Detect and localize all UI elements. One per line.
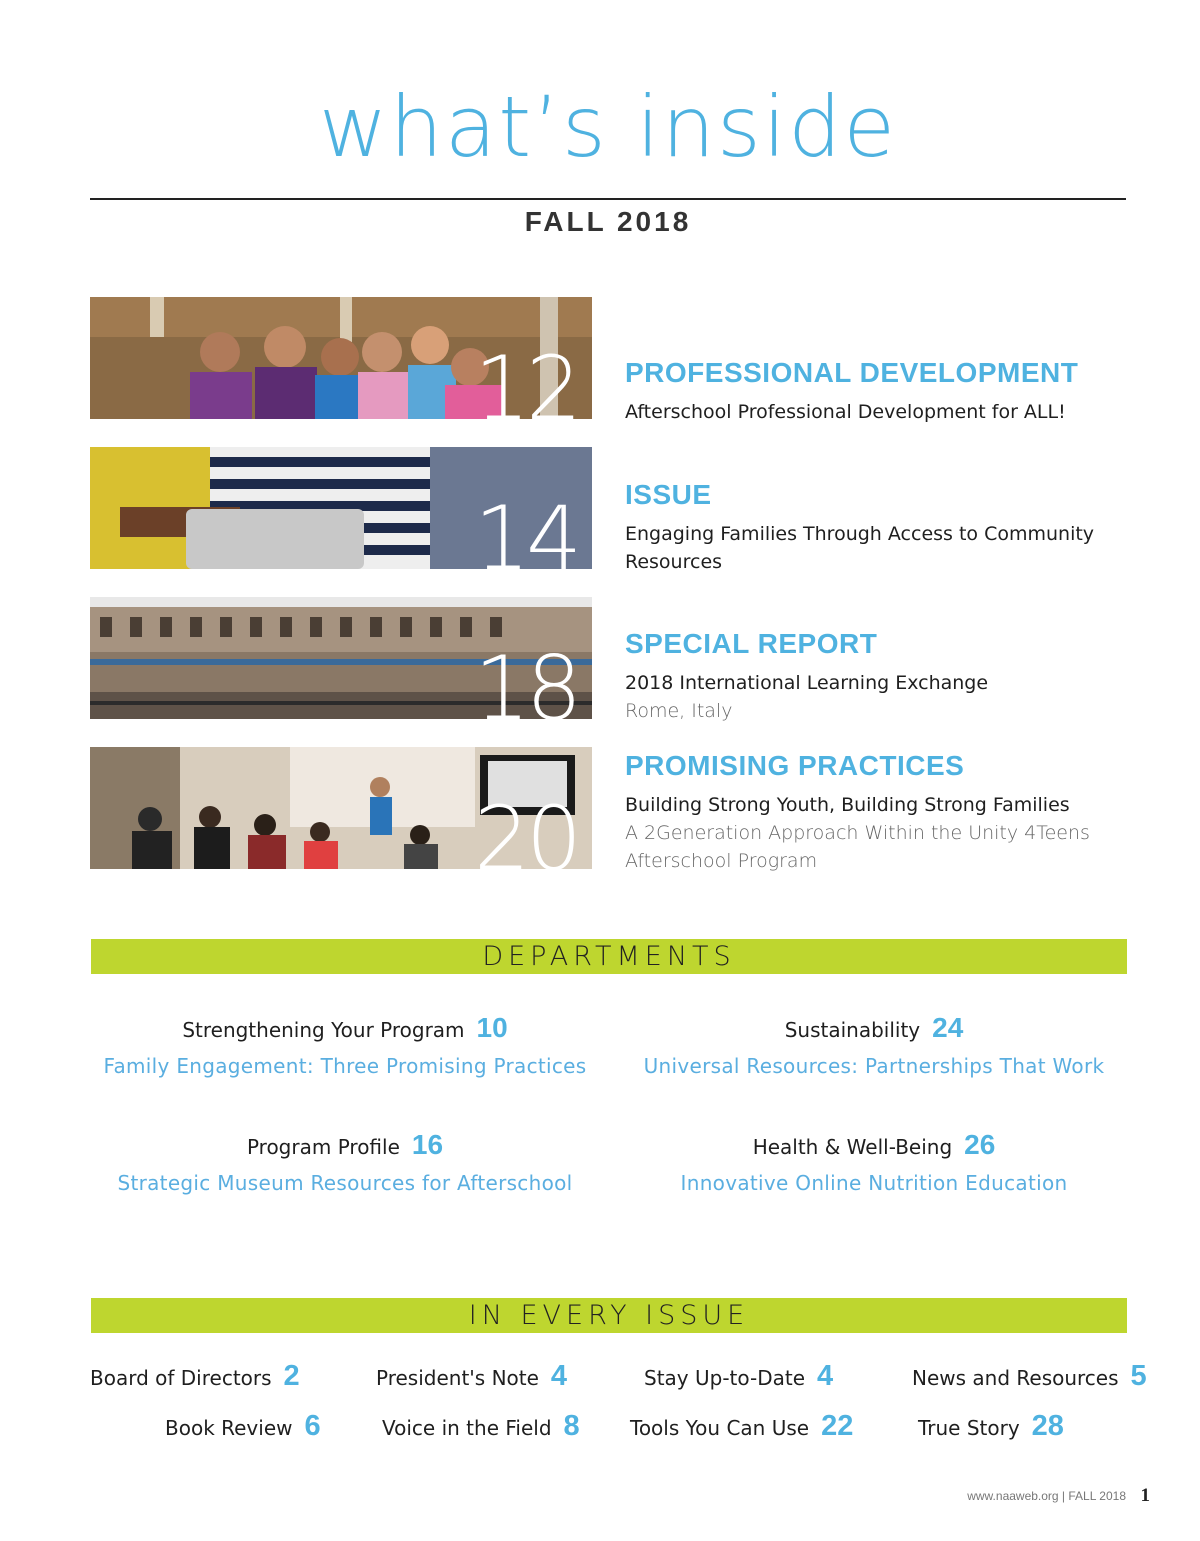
department-subtitle: Family Engagement: Three Promising Practices	[103, 1054, 587, 1078]
every-issue-band	[91, 1298, 1127, 1333]
department-title: Sustainability	[784, 1018, 921, 1042]
feature-issue	[625, 478, 1125, 576]
every-issue-page-number: 5	[1130, 1360, 1147, 1392]
feature-heading[interactable]: PROMISING PRACTICES	[625, 750, 965, 781]
every-issue-item[interactable]	[376, 1360, 567, 1393]
every-issue-title: Book Review	[165, 1416, 293, 1440]
feature-subtitle: 2018 International Learning Exchange	[625, 672, 989, 694]
feature-promising-practices	[625, 749, 1125, 875]
every-issue-page-number: 28	[1031, 1410, 1064, 1442]
every-issue-title: Voice in the Field	[382, 1416, 552, 1440]
every-issue-title: President's Note	[376, 1366, 539, 1390]
feature-special-report	[625, 627, 1125, 725]
page-number: 1	[1140, 1485, 1150, 1506]
department-title: Health & Well-Being	[752, 1135, 953, 1159]
feature-heading[interactable]: ISSUE	[625, 479, 712, 510]
department-title: Strengthening Your Program	[182, 1018, 465, 1042]
departments-label: DEPARTMENTS	[482, 941, 736, 972]
feature-photo-issue	[90, 447, 592, 569]
every-issue-title: Board of Directors	[90, 1366, 272, 1390]
every-issue-page-number: 2	[283, 1360, 300, 1392]
page-title: what’s inside	[318, 78, 898, 176]
feature-description: A 2Generation Approach Within the Unity 4Teens Afterschool Program	[625, 822, 1090, 872]
department-item[interactable]	[614, 1012, 1134, 1078]
departments-band	[91, 939, 1127, 974]
every-issue-item[interactable]	[382, 1410, 580, 1443]
every-issue-title: Tools You Can Use	[630, 1416, 810, 1440]
title-rule	[90, 198, 1126, 200]
every-issue-page-number: 6	[304, 1410, 321, 1442]
every-issue-item[interactable]	[644, 1360, 833, 1393]
feature-page-number: 14	[474, 487, 578, 569]
feature-subtitle: Building Strong Youth, Building Strong Families	[625, 794, 1070, 816]
every-issue-item[interactable]	[630, 1410, 853, 1443]
every-issue-page-number: 22	[821, 1410, 854, 1442]
department-page-number: 24	[932, 1012, 964, 1043]
every-issue-item[interactable]	[90, 1360, 300, 1393]
department-subtitle: Universal Resources: Partnerships That Work	[643, 1054, 1105, 1078]
feature-photo-professional-development	[90, 297, 592, 419]
feature-page-number: 18	[474, 637, 578, 719]
issue-season: FALL 2018	[524, 206, 692, 237]
feature-subtitle: Engaging Families Through Access to Community Resources	[625, 523, 1095, 573]
feature-subtitle: Afterschool Professional Development for ALL!	[625, 401, 1066, 423]
department-page-number: 26	[964, 1129, 996, 1160]
every-issue-item[interactable]	[165, 1410, 321, 1443]
feature-photo-special-report	[90, 597, 592, 719]
feature-page-number: 12	[474, 337, 578, 419]
every-issue-label: IN EVERY ISSUE	[468, 1300, 750, 1331]
feature-professional-development	[625, 356, 1125, 426]
department-subtitle: Innovative Online Nutrition Education	[680, 1171, 1068, 1195]
department-item[interactable]	[85, 1129, 605, 1195]
footer-text: www.naaweb.org | FALL 2018	[967, 1489, 1126, 1503]
every-issue-page-number: 4	[550, 1360, 568, 1392]
department-item[interactable]	[85, 1012, 605, 1078]
feature-heading[interactable]: SPECIAL REPORT	[625, 628, 878, 659]
every-issue-title: Stay Up-to-Date	[644, 1366, 806, 1390]
every-issue-item[interactable]	[912, 1360, 1147, 1393]
every-issue-title: True Story	[918, 1416, 1020, 1440]
every-issue-page-number: 8	[563, 1410, 580, 1442]
department-page-number: 10	[476, 1012, 508, 1043]
feature-photo-promising-practices	[90, 747, 592, 869]
feature-page-number: 20	[474, 787, 578, 869]
every-issue-page-number: 4	[817, 1360, 834, 1392]
feature-heading[interactable]: PROFESSIONAL DEVELOPMENT	[625, 357, 1079, 388]
department-page-number: 16	[411, 1129, 444, 1160]
department-item[interactable]	[614, 1129, 1134, 1195]
feature-location: Rome, Italy	[625, 700, 733, 722]
every-issue-title: News and Resources	[912, 1366, 1119, 1390]
department-subtitle: Strategic Museum Resources for Afterschool	[117, 1171, 573, 1195]
department-title: Program Profile	[246, 1135, 400, 1159]
every-issue-item[interactable]	[918, 1410, 1064, 1443]
